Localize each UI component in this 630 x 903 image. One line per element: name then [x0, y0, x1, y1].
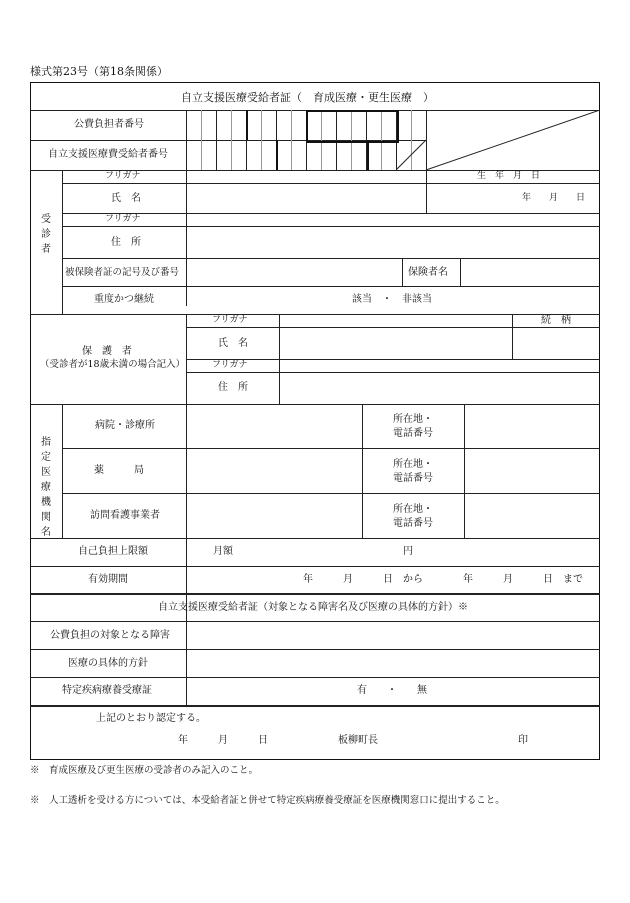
severe-label: 重度かつ継続 [94, 294, 154, 305]
location-label: 所在地・ [393, 504, 433, 515]
note-item: ※ 育成医療及び更生医療の受診者のみ記入のこと。 [30, 765, 259, 776]
divider [186, 314, 187, 404]
guardian-label: 保 護 者 [82, 346, 132, 357]
copay-yen: 円 [403, 546, 413, 557]
divider [186, 110, 187, 306]
form-title: 自立支援医療受給者証（ 育成医療・更生医療 ） [181, 91, 434, 104]
certification-text: 上記のとおり認定する。 [96, 713, 206, 724]
facility-group-label: 指定医療機関名 [41, 437, 51, 538]
mayor-label: 板柳町長 [338, 735, 378, 746]
specific-disease-value: 有 ・ 無 [357, 685, 427, 696]
divider [30, 677, 600, 678]
phone-label: 電話番号 [393, 518, 433, 529]
divider [402, 258, 403, 286]
divider [30, 705, 600, 707]
divider [512, 314, 513, 360]
divider [201, 110, 202, 170]
patient-address-label: 住 所 [111, 237, 141, 248]
divider [62, 258, 600, 259]
divider [30, 404, 600, 405]
divider [62, 213, 600, 214]
phone-label: 電話番号 [393, 473, 433, 484]
divider [426, 170, 427, 214]
insurer-label: 保険者名 [408, 267, 448, 278]
insurance-card-label: 被保険者証の記号及び番号 [65, 267, 180, 278]
note-item: ※ 人工透析を受ける方については、本受給者証と併せて特定疾病療養受療証を医療機関窓口に提出すること。 [30, 795, 505, 806]
divider [30, 566, 600, 567]
validity-label: 有効期間 [88, 574, 128, 585]
divider [362, 404, 363, 538]
location-label: 所在地・ [393, 414, 433, 425]
divider [30, 621, 600, 622]
divider [186, 359, 600, 360]
digit-group [306, 110, 399, 143]
phone-label: 電話番号 [393, 428, 433, 439]
divider [30, 649, 600, 650]
divider [186, 404, 187, 705]
guardian-note: （受診者が18歳未満の場合記入） [40, 359, 186, 370]
patient-name-label: 氏 名 [111, 193, 141, 204]
divider [30, 314, 600, 315]
specific-disease-label: 特定疾病療養受療証 [62, 685, 152, 696]
birth-value: 年 月 日 [522, 193, 586, 203]
divider [460, 258, 461, 286]
copay-monthly: 月額 [213, 546, 233, 557]
divider [186, 327, 600, 328]
divider [216, 110, 217, 170]
recipient-number-label: 自立支援医療費受給者番号 [48, 149, 168, 160]
digit-group [276, 140, 369, 170]
form-number: 様式第23号（第18条関係） [30, 65, 168, 78]
policy-label: 医療の具体的方針 [68, 658, 148, 669]
patient-furigana-label: フリガナ [105, 171, 141, 181]
divider [62, 170, 63, 314]
divider [62, 286, 600, 287]
seal-mark: 印 [518, 735, 528, 746]
disability-label: 公費負担の対象となる障害 [50, 630, 170, 641]
divider [279, 314, 280, 404]
divider [62, 448, 600, 449]
pharmacy-label: 薬 局 [94, 465, 144, 476]
divider [62, 183, 600, 184]
guardian-furigana-label: フリガナ [212, 315, 248, 325]
section2-title: 自立支援医療受給者証（対象となる障害名及び医療の具体的方針）※ [158, 602, 468, 613]
relation-label: 続 柄 [541, 315, 571, 326]
divider [186, 372, 600, 373]
guardian-address-label: 住 所 [218, 382, 248, 393]
severe-value: 該当 ・ 非該当 [352, 294, 432, 305]
location-label: 所在地・ [393, 459, 433, 470]
digit-group [246, 110, 278, 140]
guardian-name-label: 氏 名 [218, 338, 248, 349]
birth-label: 生 年 月 日 [477, 171, 541, 181]
copay-label: 自己負担上限額 [78, 546, 148, 557]
payer-number-label: 公費負担者番号 [74, 119, 144, 130]
divider [62, 493, 600, 494]
nursing-label: 訪問看護事業者 [90, 510, 160, 521]
validity-value: 年 月 日 から 年 月 日 まで [303, 574, 583, 585]
guardian-furigana-label: フリガナ [212, 360, 248, 370]
divider [464, 404, 465, 538]
hospital-label: 病院・診療所 [95, 420, 155, 431]
divider [62, 404, 63, 538]
divider [30, 538, 600, 539]
certification-date: 年 月 日 [178, 735, 268, 746]
divider [30, 593, 600, 595]
diagonal-strike [396, 110, 600, 170]
divider [231, 110, 232, 170]
patient-furigana-label: フリガナ [105, 214, 141, 224]
patient-group-label: 受診者 [41, 214, 51, 255]
divider [62, 226, 600, 227]
